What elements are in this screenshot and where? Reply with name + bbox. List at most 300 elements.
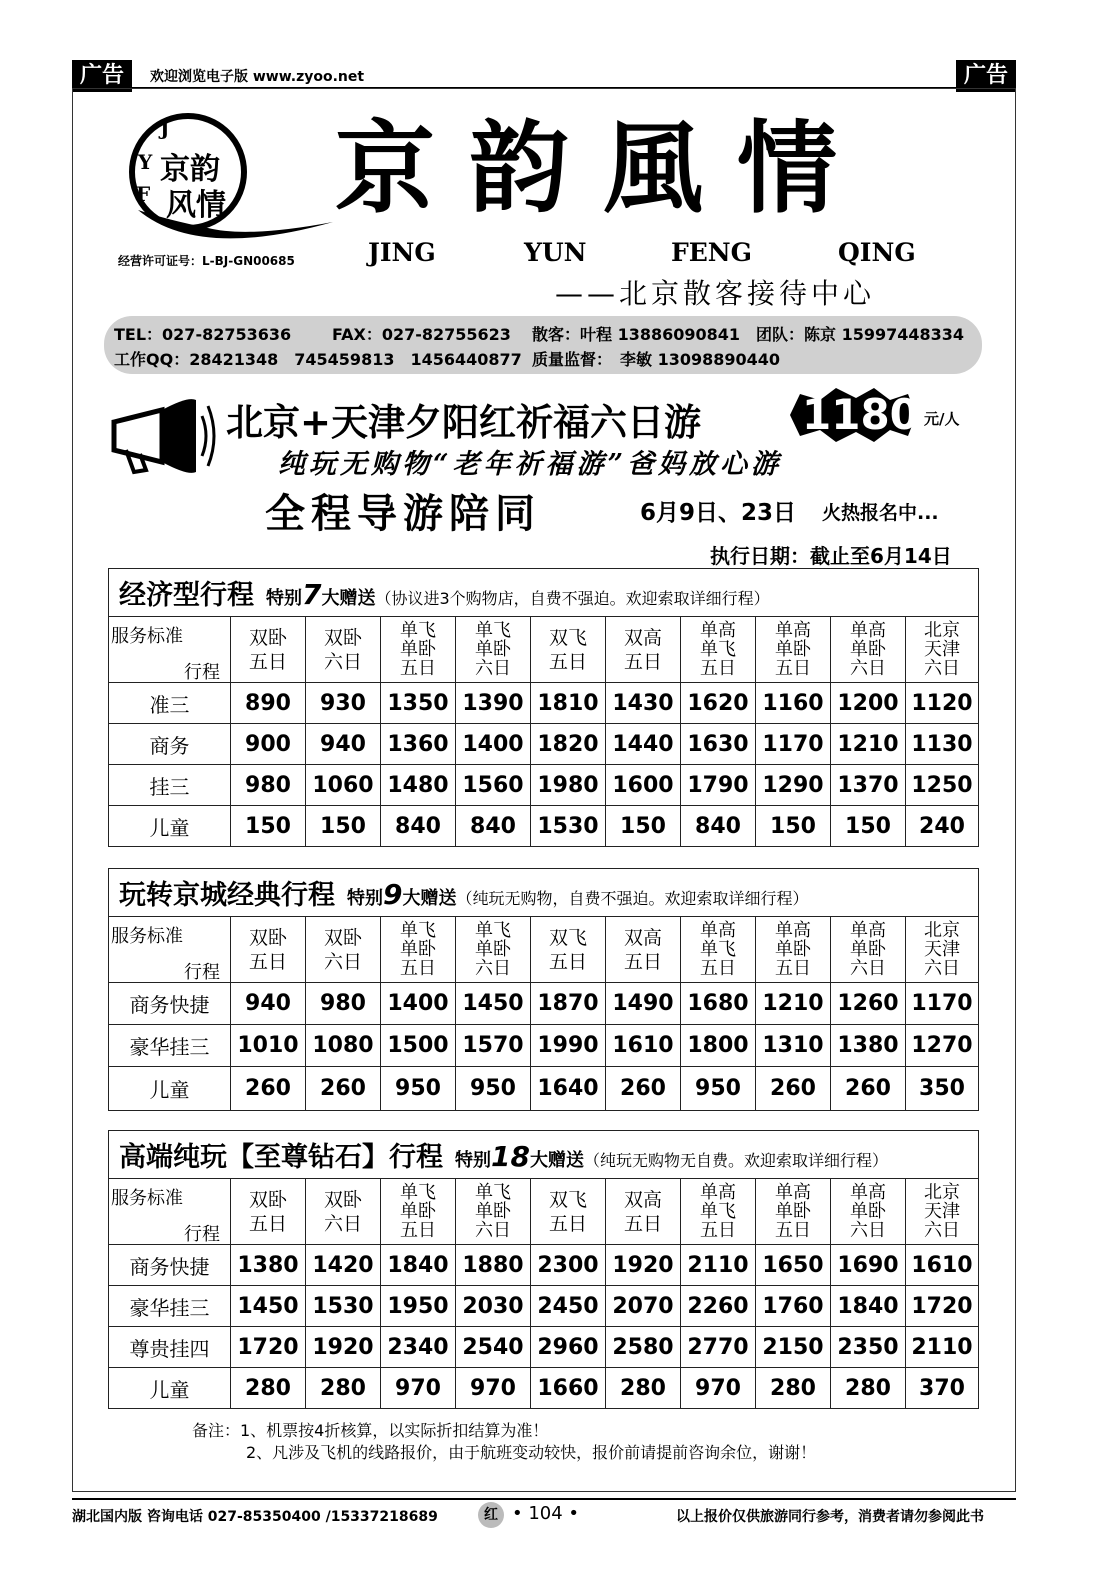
section-title-row [109,1131,979,1179]
column-header-line: 单卧 [475,639,511,660]
row-label: 商务 [109,724,231,765]
column-header-line: 五日 [623,650,662,673]
price-cell: 1440 [606,724,681,765]
logo-letter-f: F [136,182,151,206]
column-header [531,617,606,683]
row-label: 儿童 [109,1368,231,1409]
column-header-line: 单卧 [850,639,886,660]
gift-count: 18 [491,1140,530,1173]
price-cell: 1570 [456,1025,531,1067]
table-row [109,765,979,806]
section-title: 高端纯玩【至尊钻石】行程 [119,1142,443,1173]
column-header [681,917,756,983]
column-header-line: 单卧 [775,939,811,960]
column-header [681,1179,756,1245]
column-header-line: 双卧 [323,1188,362,1211]
column-header-line: 双卧 [248,626,287,649]
pinyin-jing: JING [368,238,436,267]
column-header [306,617,381,683]
column-header-line: 单高 [700,1182,736,1203]
column-header-line: 五日 [400,958,436,979]
section-title-row [109,569,979,617]
table-row [109,724,979,765]
price-cell: 2350 [831,1327,906,1368]
promo-title: 北京+天津夕阳红祈福六日游 [226,401,702,444]
price-cell: 370 [906,1368,979,1409]
corner-service-label: 服务标准 [111,625,183,647]
contact-quality: 质量监督： 李敏 13098890440 [532,350,781,369]
column-header-line: 北京 [924,1182,960,1203]
price-cell: 900 [231,724,306,765]
column-header [831,1179,906,1245]
price-cell: 280 [606,1368,681,1409]
column-header [756,617,831,683]
footer-right: 以上报价仅供旅游同行参考，消费者请勿参阅此书 [676,1509,984,1525]
price-cell: 1980 [531,765,606,806]
column-header-line: 五日 [623,1212,662,1235]
table-row [109,1245,979,1286]
column-header [606,1179,681,1245]
column-header-line: 单卧 [475,1201,511,1222]
price-cell: 1400 [381,983,456,1025]
price-table-1 [108,568,979,847]
price-cell: 240 [906,806,979,847]
column-header [906,917,979,983]
section-note: （协议进3个购物店，自费不强迫。欢迎索取详细行程） [375,589,770,608]
price-cell: 150 [831,806,906,847]
column-header-line: 单高 [700,920,736,941]
gift-label: 特别 [266,588,302,609]
column-header [381,917,456,983]
price-cell: 1260 [831,983,906,1025]
price-cell: 1210 [756,983,831,1025]
price-cell: 890 [231,683,306,724]
corner-route-label: 行程 [184,961,220,983]
section-title-row [109,869,979,917]
table-row [109,806,979,847]
gift-suffix: 大赠送 [402,888,457,909]
price-cell: 970 [381,1368,456,1409]
ad-tag-right: 广告 [956,60,1016,92]
price-cell: 1640 [531,1067,606,1111]
column-header-line: 六日 [850,958,886,979]
column-header-line: 六日 [924,658,960,679]
column-header-line: 单飞 [700,639,736,660]
price-cell: 1610 [606,1025,681,1067]
contact-team: 团队：陈京 15997448334 [756,325,965,344]
price-cell: 260 [606,1067,681,1111]
column-header [606,917,681,983]
price-cell: 280 [756,1368,831,1409]
column-header-line: 六日 [475,1220,511,1241]
row-label: 尊贵挂四 [109,1327,231,1368]
price-cell: 2110 [906,1327,979,1368]
contact-tel: TEL：027-82753636 [114,325,292,344]
price-cell: 1430 [606,683,681,724]
price-cell: 1210 [831,724,906,765]
corner-service-label: 服务标准 [111,1187,183,1209]
column-header-line: 单高 [775,1182,811,1203]
row-label: 儿童 [109,1067,231,1111]
column-header-line: 五日 [700,658,736,679]
price-cell: 1810 [531,683,606,724]
logo-letter-y: Y [138,150,153,174]
price-cell: 150 [756,806,831,847]
gift-label: 特别 [455,1150,491,1171]
table-row [109,983,979,1025]
column-header-line: 六日 [475,658,511,679]
price-cell: 2540 [456,1327,531,1368]
price-cell: 280 [231,1368,306,1409]
promo-guide: 全程导游陪同 [265,491,541,537]
price-cell: 1530 [306,1286,381,1327]
column-header-line: 双飞 [548,1188,587,1211]
section-title: 经济型行程 [119,580,254,611]
price-cell: 980 [231,765,306,806]
column-header [456,917,531,983]
contact-fax: FAX：027-82755623 [332,325,511,344]
price-cell: 2260 [681,1286,756,1327]
exec-date: 执行日期：截止至6月14日 [710,544,952,568]
column-header-line: 单飞 [400,920,436,941]
price-cell: 1290 [756,765,831,806]
column-header [681,617,756,683]
column-header [906,617,979,683]
welcome-text: 欢迎浏览电子版 www.zyoo.net [150,69,365,85]
column-header-line: 单卧 [400,639,436,660]
price-cell: 1390 [456,683,531,724]
section-note: （纯玩无购物无自费。欢迎索取详细行程） [583,1151,888,1170]
column-header-line: 五日 [548,950,587,973]
price-cell: 1560 [456,765,531,806]
price-cell: 260 [831,1067,906,1111]
column-header-line: 双卧 [323,926,362,949]
price-cell: 1800 [681,1025,756,1067]
price-cell: 840 [381,806,456,847]
column-header-line: 单卧 [400,1201,436,1222]
price-cell: 150 [231,806,306,847]
column-header-line: 五日 [700,958,736,979]
price-cell: 1370 [831,765,906,806]
promo-dates: 6月9日、23日 [640,500,797,526]
price-cell: 2070 [606,1286,681,1327]
column-header-line: 六日 [850,1220,886,1241]
price-cell: 1010 [231,1025,306,1067]
column-header [606,617,681,683]
note-line-1: 备注：1、机票按4折核算，以实际折扣结算为准！ [192,1421,549,1440]
price-cell: 1950 [381,1286,456,1327]
price-cell: 1450 [231,1286,306,1327]
price-cell: 1790 [681,765,756,806]
price-cell: 1200 [831,683,906,724]
price-cell: 1840 [381,1245,456,1286]
column-header-line: 单飞 [475,1182,511,1203]
price-value: 1180 [802,390,919,439]
gift-suffix: 大赠送 [321,588,376,609]
column-header-line: 单飞 [475,920,511,941]
price-cell: 1160 [756,683,831,724]
price-cell: 1380 [831,1025,906,1067]
price-cell: 2110 [681,1245,756,1286]
price-cell: 150 [306,806,381,847]
column-header [531,917,606,983]
price-cell: 1990 [531,1025,606,1067]
column-header-line: 双高 [623,1188,662,1211]
price-unit: 元/人 [924,410,960,428]
price-cell: 1630 [681,724,756,765]
column-header-line: 双高 [623,626,662,649]
column-header-line: 单飞 [700,939,736,960]
corner-cell [109,917,231,983]
price-cell: 1450 [456,983,531,1025]
column-header-line: 天津 [924,939,960,960]
price-cell: 1250 [906,765,979,806]
price-cell: 260 [231,1067,306,1111]
bottom-rule [72,1498,1016,1500]
row-label: 豪华挂三 [109,1286,231,1327]
corner-cell [109,617,231,683]
column-header-line: 单飞 [400,1182,436,1203]
section-note: （纯玩无购物，自费不强迫。欢迎索取详细行程） [456,889,809,908]
price-table-3 [108,1130,979,1409]
brand-subtitle: ——北京散客接待中心 [555,277,876,310]
column-header-line: 双卧 [248,926,287,949]
price-table-2 [108,868,979,1111]
column-header [231,1179,306,1245]
price-cell: 1820 [531,724,606,765]
pinyin-yun: YUN [524,238,587,267]
price-cell: 260 [306,1067,381,1111]
column-header-line: 单卧 [775,1201,811,1222]
footer-badge: 红 [478,1502,504,1528]
price-cell: 1720 [906,1286,979,1327]
corner-route-label: 行程 [184,661,220,683]
contact-bar [104,316,982,374]
price-cell: 930 [306,683,381,724]
price-cell: 970 [456,1368,531,1409]
column-header-line: 单高 [775,620,811,641]
row-label: 准三 [109,683,231,724]
column-header-line: 单卧 [775,639,811,660]
price-cell: 1690 [831,1245,906,1286]
row-label: 商务快捷 [109,983,231,1025]
column-header [456,617,531,683]
column-header-line: 单卧 [850,939,886,960]
table-row [109,683,979,724]
price-cell: 280 [306,1368,381,1409]
pinyin-qing: QING [838,238,916,267]
contact-qq: 工作QQ：28421348 745459813 1456440877 [114,350,522,369]
logo-text-jingyun: 京韵 [160,152,220,187]
price-cell: 1880 [456,1245,531,1286]
column-header-line: 双飞 [548,626,587,649]
column-header-line: 五日 [248,1212,287,1235]
price-cell: 840 [456,806,531,847]
price-cell: 1720 [231,1327,306,1368]
price-cell: 1760 [756,1286,831,1327]
column-header-line: 北京 [924,620,960,641]
price-cell: 1500 [381,1025,456,1067]
column-header [306,917,381,983]
gift-label: 特别 [347,888,383,909]
column-header-line: 五日 [548,1212,587,1235]
column-header [906,1179,979,1245]
gift-count: 9 [383,878,403,911]
license-number: 经营许可证号：L-BJ-GN00685 [118,254,295,268]
column-header-line: 天津 [924,639,960,660]
column-header-line: 单飞 [475,620,511,641]
price-cell: 2580 [606,1327,681,1368]
ad-tag-left: 广告 [72,60,132,92]
row-label: 挂三 [109,765,231,806]
brand-name: 京韵風情 [335,109,871,227]
table-row [109,1286,979,1327]
column-header-line: 六日 [323,950,362,973]
column-header-line: 单卧 [400,939,436,960]
price-cell: 970 [681,1368,756,1409]
column-header-line: 五日 [775,958,811,979]
column-header-line: 天津 [924,1201,960,1222]
section-title: 玩转京城经典行程 [119,880,335,911]
column-header-line: 五日 [623,950,662,973]
column-header-line: 五日 [400,1220,436,1241]
price-cell: 280 [831,1368,906,1409]
price-cell: 1680 [681,983,756,1025]
column-header-line: 北京 [924,920,960,941]
column-header-line: 单高 [850,1182,886,1203]
column-header-line: 六日 [924,1220,960,1241]
price-cell: 980 [306,983,381,1025]
price-cell: 2030 [456,1286,531,1327]
price-cell: 2450 [531,1286,606,1327]
price-cell: 150 [606,806,681,847]
table-row [109,1327,979,1368]
column-header-line: 五日 [775,658,811,679]
column-header-line: 单高 [775,920,811,941]
price-cell: 1920 [306,1327,381,1368]
corner-cell [109,1179,231,1245]
column-header [831,917,906,983]
price-cell: 1360 [381,724,456,765]
price-cell: 1420 [306,1245,381,1286]
price-cell: 1840 [831,1286,906,1327]
price-cell: 1600 [606,765,681,806]
column-header-line: 单飞 [700,1201,736,1222]
price-cell: 350 [906,1067,979,1111]
column-header [456,1179,531,1245]
price-cell: 1060 [306,765,381,806]
row-label: 儿童 [109,806,231,847]
corner-service-label: 服务标准 [111,925,183,947]
column-header [381,1179,456,1245]
price-cell: 1270 [906,1025,979,1067]
column-header-line: 五日 [700,1220,736,1241]
column-header-line: 五日 [248,950,287,973]
column-header-line: 六日 [924,958,960,979]
price-cell: 1310 [756,1025,831,1067]
column-header-line: 双卧 [323,626,362,649]
note-line-2: 2、凡涉及飞机的线路报价，由于航班变动较快，报价前请提前咨询余位，谢谢！ [246,1443,817,1462]
column-header-line: 六日 [850,658,886,679]
price-cell: 1620 [681,683,756,724]
column-header-line: 五日 [248,650,287,673]
price-cell: 1120 [906,683,979,724]
price-cell: 1170 [906,983,979,1025]
price-cell: 1660 [531,1368,606,1409]
price-cell: 950 [681,1067,756,1111]
column-header-line: 五日 [400,658,436,679]
price-cell: 840 [681,806,756,847]
column-header [231,917,306,983]
column-header-line: 单卧 [850,1201,886,1222]
column-header-line: 双卧 [248,1188,287,1211]
price-cell: 1350 [381,683,456,724]
price-cell: 2770 [681,1327,756,1368]
price-cell: 1380 [231,1245,306,1286]
price-cell: 1400 [456,724,531,765]
brand-logo [108,110,338,260]
table-row [109,1025,979,1067]
promo-slogan: 纯玩无购物“老年祈福游”爸妈放心游 [278,449,783,480]
column-header-line: 五日 [548,650,587,673]
column-header [231,617,306,683]
column-header [306,1179,381,1245]
price-cell: 2150 [756,1327,831,1368]
contact-sanke: 散客：叶程 13886090841 [532,325,741,344]
column-header-line: 六日 [323,650,362,673]
table-row [109,1368,979,1409]
column-header-line: 单飞 [400,620,436,641]
corner-route-label: 行程 [184,1223,220,1245]
price-cell: 1130 [906,724,979,765]
column-header [381,617,456,683]
price-cell: 260 [756,1067,831,1111]
column-header-line: 双飞 [548,926,587,949]
price-cell: 1490 [606,983,681,1025]
price-cell: 2960 [531,1327,606,1368]
gift-count: 7 [302,578,322,611]
column-header [831,617,906,683]
column-header-line: 双高 [623,926,662,949]
column-header-line: 单高 [850,920,886,941]
price-cell: 1480 [381,765,456,806]
promo-hot: 火热报名中... [822,502,939,524]
footer-left: 湖北国内版 咨询电话 027-85350400 /15337218689 [72,1509,438,1525]
price-cell: 1870 [531,983,606,1025]
column-header [756,1179,831,1245]
price-cell: 1530 [531,806,606,847]
price-badge [786,386,920,444]
price-cell: 1650 [756,1245,831,1286]
column-header-line: 单卧 [475,939,511,960]
price-cell: 950 [381,1067,456,1111]
price-cell: 940 [231,983,306,1025]
column-header-line: 单高 [850,620,886,641]
column-header-line: 五日 [775,1220,811,1241]
column-header-line: 六日 [323,1212,362,1235]
price-cell: 2340 [381,1327,456,1368]
logo-text-fengqing: 风情 [166,188,226,223]
pinyin-feng: FENG [671,238,753,267]
price-cell: 1610 [906,1245,979,1286]
column-header [531,1179,606,1245]
price-cell: 1080 [306,1025,381,1067]
gift-suffix: 大赠送 [529,1150,584,1171]
row-label: 商务快捷 [109,1245,231,1286]
column-header-line: 单高 [700,620,736,641]
price-cell: 950 [456,1067,531,1111]
column-header [756,917,831,983]
